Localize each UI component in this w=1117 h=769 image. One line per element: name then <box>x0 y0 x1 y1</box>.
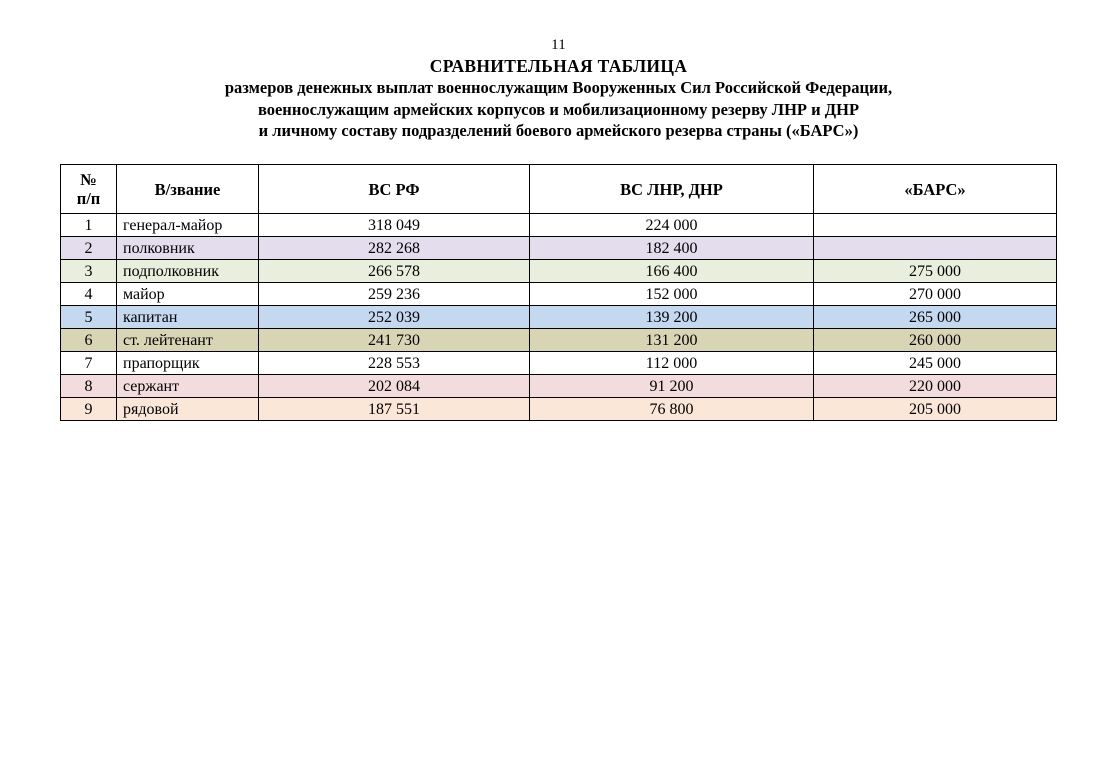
column-header-number-line1: № <box>80 170 97 189</box>
subtitle-line-3: и личному составу подразделений боевого армейского резерва страны («БАРС») <box>258 121 859 140</box>
cell-number: 3 <box>61 260 117 283</box>
column-header-vs-lnr-dnr: ВС ЛНР, ДНР <box>530 165 814 214</box>
cell-bars: 275 000 <box>814 260 1057 283</box>
table-row <box>61 283 1057 306</box>
table-row <box>61 237 1057 260</box>
cell-vs-lnr-dnr: 182 400 <box>530 237 814 260</box>
cell-vs-rf: 282 268 <box>259 237 530 260</box>
table-row <box>61 306 1057 329</box>
cell-bars: 270 000 <box>814 283 1057 306</box>
cell-rank: генерал-майор <box>117 214 259 237</box>
cell-bars: 220 000 <box>814 375 1057 398</box>
cell-rank: прапорщик <box>117 352 259 375</box>
cell-bars: 205 000 <box>814 398 1057 421</box>
document-title: СРАВНИТЕЛЬНАЯ ТАБЛИЦА <box>429 56 688 76</box>
cell-bars: 260 000 <box>814 329 1057 352</box>
table-row <box>61 329 1057 352</box>
cell-rank: ст. лейтенант <box>117 329 259 352</box>
cell-bars <box>814 214 1057 237</box>
cell-bars: 265 000 <box>814 306 1057 329</box>
cell-number: 7 <box>61 352 117 375</box>
cell-number: 6 <box>61 329 117 352</box>
cell-rank: сержант <box>117 375 259 398</box>
cell-vs-rf: 187 551 <box>259 398 530 421</box>
cell-number: 8 <box>61 375 117 398</box>
cell-vs-lnr-dnr: 152 000 <box>530 283 814 306</box>
cell-rank: рядовой <box>117 398 259 421</box>
cell-vs-rf: 259 236 <box>259 283 530 306</box>
table-row <box>61 214 1057 237</box>
cell-rank: майор <box>117 283 259 306</box>
page-number: 11 <box>551 37 566 53</box>
subtitle-line-1: размеров денежных выплат военнослужащим Вооруженных Сил Российской Федерации, <box>224 78 893 97</box>
column-header-bars: «БАРС» <box>814 165 1057 214</box>
cell-vs-lnr-dnr: 224 000 <box>530 214 814 237</box>
subtitle-line-2: военнослужащим армейских корпусов и мобилизационному резерву ЛНР и ДНР <box>257 99 860 119</box>
table-header-row <box>61 165 1057 214</box>
cell-rank: капитан <box>117 306 259 329</box>
cell-vs-lnr-dnr: 91 200 <box>530 375 814 398</box>
cell-vs-rf: 241 730 <box>259 329 530 352</box>
cell-rank: подполковник <box>117 260 259 283</box>
column-header-vs-rf: ВС РФ <box>259 165 530 214</box>
comparison-table <box>60 164 1057 421</box>
cell-rank: полковник <box>117 237 259 260</box>
table-row <box>61 352 1057 375</box>
column-header-number <box>61 165 117 214</box>
cell-vs-lnr-dnr: 131 200 <box>530 329 814 352</box>
column-header-rank: В/звание <box>117 165 259 214</box>
cell-vs-rf: 318 049 <box>259 214 530 237</box>
cell-vs-rf: 252 039 <box>259 306 530 329</box>
column-header-number-line2: п/п <box>76 189 101 208</box>
cell-number: 2 <box>61 237 117 260</box>
cell-vs-lnr-dnr: 166 400 <box>530 260 814 283</box>
cell-bars: 245 000 <box>814 352 1057 375</box>
cell-vs-lnr-dnr: 139 200 <box>530 306 814 329</box>
table-row <box>61 260 1057 283</box>
table-header <box>61 165 1057 214</box>
comparison-table-container <box>60 164 1056 421</box>
cell-vs-lnr-dnr: 112 000 <box>530 352 814 375</box>
cell-number: 1 <box>61 214 117 237</box>
cell-number: 9 <box>61 398 117 421</box>
cell-vs-lnr-dnr: 76 800 <box>530 398 814 421</box>
cell-bars <box>814 237 1057 260</box>
cell-number: 5 <box>61 306 117 329</box>
cell-vs-rf: 266 578 <box>259 260 530 283</box>
document-subtitle <box>129 77 989 142</box>
table-body <box>61 214 1057 421</box>
cell-vs-rf: 202 084 <box>259 375 530 398</box>
cell-vs-rf: 228 553 <box>259 352 530 375</box>
table-row <box>61 375 1057 398</box>
table-row <box>61 398 1057 421</box>
cell-number: 4 <box>61 283 117 306</box>
